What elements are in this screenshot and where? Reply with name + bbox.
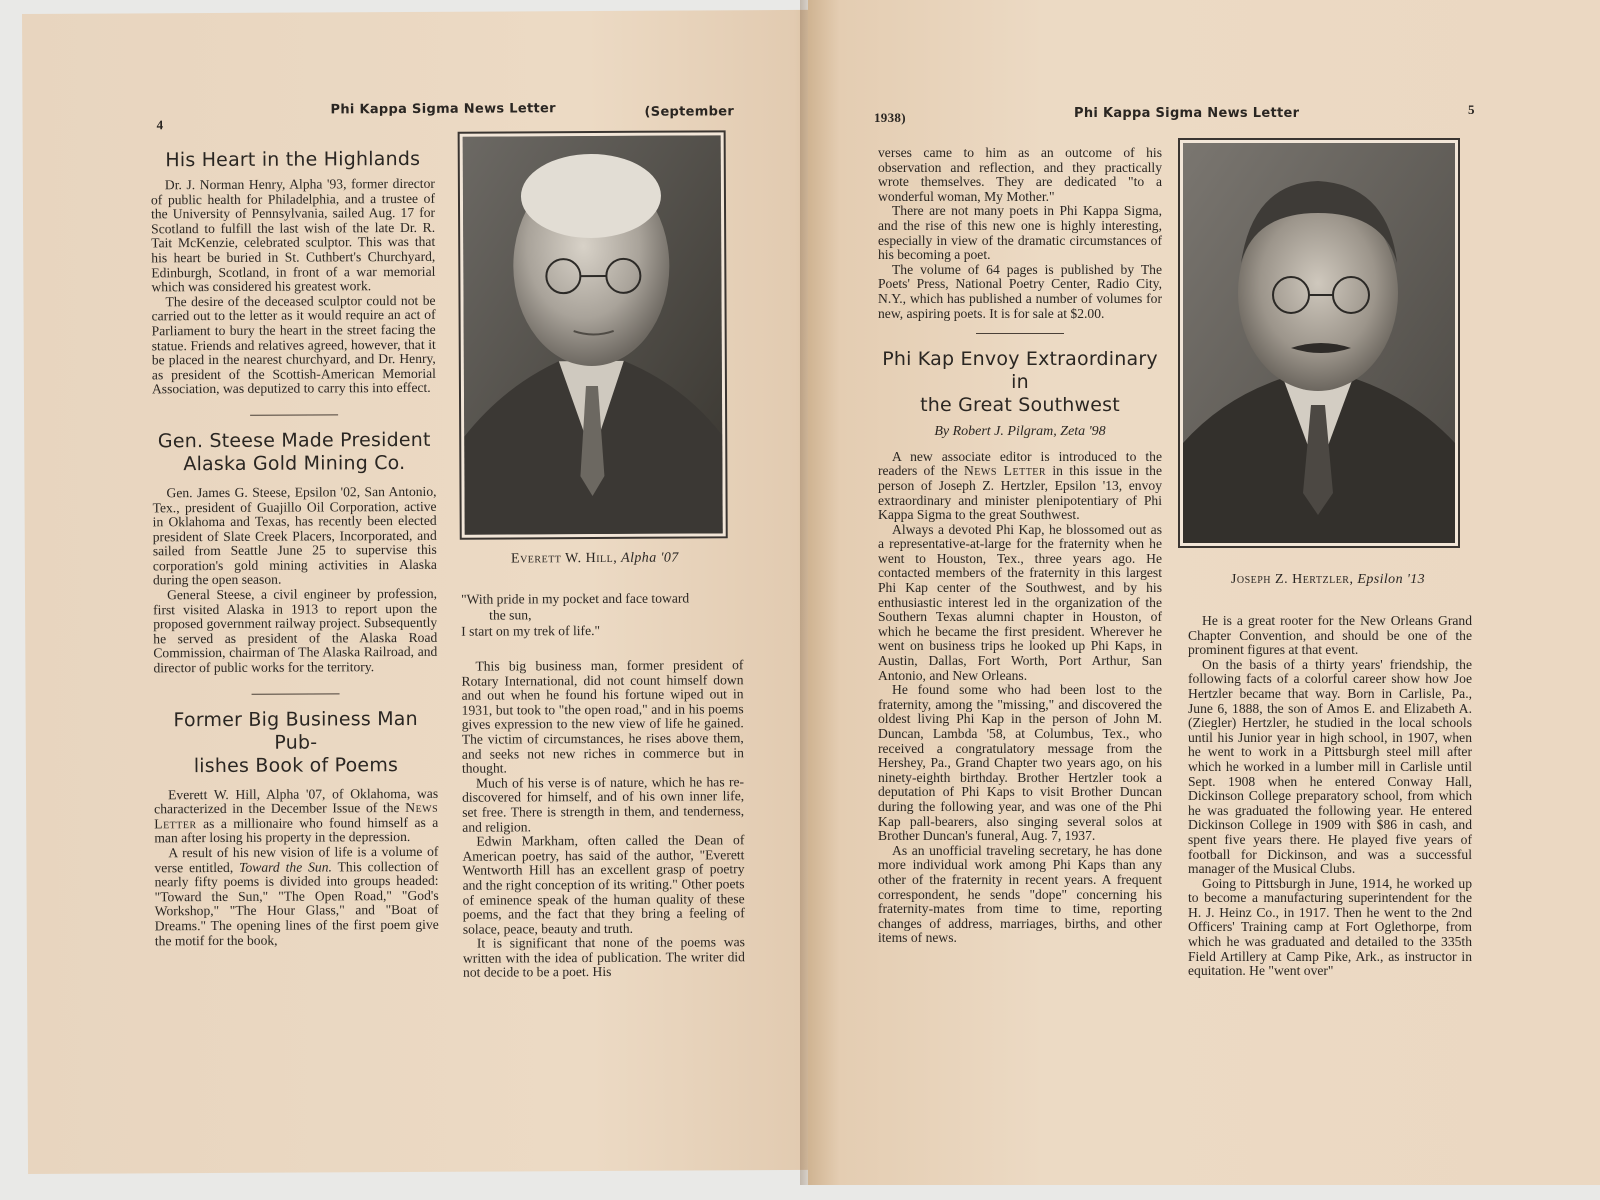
right-column-left-page <box>461 590 745 981</box>
paragraph: Going to Pittsburgh in June, 1914, he worked up to become a manufacturing superintendent for the H. J. Heinz Co., in 1917. Then he went to the 2nd Officers' Training camp at Fort Oglethorpe, from which he was graduated and detailed to the 335th Field Artillery at Camp Pike, Ark., as instructor in equitation. He "went over" <box>1188 875 1472 979</box>
portrait-image <box>1183 143 1455 543</box>
running-date: (September <box>644 104 735 120</box>
paragraph: Dr. J. Norman Henry, Alpha '93, former director of public health for Philadelphia, and a trustee of the University of Pennsylvania, sailed Aug. 17 for Scotland to fulfill the last wish of the late Dr. R. Tait McKenzie, celebrated sculptor. This was that his heart be buried in St. Cuthbert's Churchyard, Edinburgh, Scotland, in front of a war memorial which was considered his greatest work. <box>150 175 436 295</box>
right-page <box>808 0 1600 1185</box>
paragraph: As an unofficial traveling secretary, he has done more individual work among Phi Kaps than any other of the fraternity in recent years. A frequent correspondent, he sends "dope" concerning his fraternity-mates from time to time, reporting changes of address, marriages, births, and other items of news. <box>878 842 1162 946</box>
paragraph: He found some who had been lost to the fraternity, among the "missing," and discovered the oldest living Phi Kap in the person of John M. Duncan, Lambda '58, at Columbus, Tex., who received a congratulatory message from the Hershey, Pa., Grand Chapter two years ago, on his ninety-eighth birthday. Brother Hertzler took a deputation of Phi Kaps to visit Brother Duncan during the following year, and was one of the Phi Kap pall-bearers, also singing several solos at Brother Duncan's funeral, Aug. 7, 1937. <box>878 682 1162 844</box>
portrait-illustration <box>463 135 723 534</box>
right-column-right-page <box>1188 614 1472 979</box>
photo-caption-hertzler: Joseph Z. Hertzler, Epsilon '13 <box>1230 572 1426 587</box>
portrait-image <box>463 135 723 534</box>
paragraph: General Steese, a civil engineer by profession, first visited Alaska in 1913 to report upon the proposed government railway project. Subsequently he served as president of the Alaska Road Commission, chairman of The Alaska Railroad, and director of public works for the territory. <box>153 585 438 676</box>
paragraph: The desire of the deceased sculptor could not be carried out to the letter as it would require an act of Parliament to bury the heart in the street facing the statue. Friends and relatives agreed, however, that it be placed in the nearest churchyard, and Dr. Henry, as president of the Scottish-American Memorial Association, was deputized to carry this into effect. <box>151 292 436 397</box>
paragraph: Always a devoted Phi Kap, he blossomed out as a representative-at-large for the fraternity when he went to Houston, Tex., three years ago. He contacted members of the fraternity in this largest Phi Kap center of the Southwest, and by his enthusiastic interest led in the organization of the Southern Texas alumni chapter in Houston, of which he became the first president. Wherever he went on business trips he looked up Phi Kaps, in Austin, Dallas, Fort Worth, Port Arthur, San Antonio, and New Orleans. <box>878 521 1162 683</box>
left-page <box>22 10 832 1174</box>
paragraph: A result of his new vision of life is a volume of verse entitled, Toward the Sun. This collection of nearly fifty poems is divided into groups headed: "Toward the Sun," "The Open Road," "God's Workshop," "The Hour Glass," and "Boat of Dreams." The opening lines of the first poem give the motif for the book, <box>154 843 439 948</box>
article-title-highlands: His Heart in the Highlands <box>165 147 421 172</box>
paragraph: There are not many poets in Phi Kappa Sigma, and the rise of this new one is highly interesting, especially in view of the dramatic circumstances of his becoming a poet. <box>878 203 1162 263</box>
paragraph: He is a great rooter for the New Orleans Grand Chapter Convention, and should be one of the prominent figures at that event. <box>1188 613 1472 658</box>
paragraph: Gen. James G. Steese, Epsilon '02, San Antonio, Tex., president of Guajillo Oil Corporation, active in Oklahoma and Texas, has recently been elected president of Slate Creek Placers, Incorporated, and sailed from Seattle June 25 to supervise this corporation's gold mining activities in Alaska during the open season. <box>152 483 437 588</box>
paragraph: Much of his verse is of nature, which he has re-discovered for himself, and of his own inner life, set free. There is strength in them, and tenderness, and religion. <box>462 773 745 835</box>
left-column-right-page <box>878 146 1162 946</box>
paragraph: verses came to him as an outcome of his observation and reflection, and they practically wrote themselves. They are dedicated "to a wonderful woman, My Mother." <box>878 145 1162 204</box>
byline: By Robert J. Pilgram, Zeta '98 <box>934 424 1106 440</box>
left-column <box>151 148 439 949</box>
article-title-steese: Gen. Steese Made President Alaska Gold Mining Co. <box>157 428 431 476</box>
paragraph: On the basis of a thirty years' friendship, the following facts of a colorful career show how Joe Hertzler became that way. Born in Carlisle, Pa., June 6, 1888, the son of Amos E. and Elizabeth A. (Ziegler) Hertzler, he studied in the local schools until his Junior year in high school, in 1907, when he went to work in a Pittsburgh steel mill after which he worked in a lumber mill in Carlisle until Sept. 1908 when he entered Conway Hall, Dickinson College preparatory school, from which he was graduated the following year. He entered Dickinson College in 1909 with $86 in cash, and spent five years there. He played five years of football for Dickinson, and was a successful manager of the Musical Clubs. <box>1188 656 1472 877</box>
poem-verse: "With pride in my pocket and face toward the sun, I start on my trek of life." <box>461 590 690 639</box>
paragraph: It is significant that none of the poems was written with the idea of publication. The writer did not decide to be a poet. His <box>462 934 745 981</box>
page-number: 5 <box>1468 102 1475 117</box>
paragraph: The volume of 64 pages is published by The Poets' Press, National Poetry Center, Radio City, N.Y., which has published a number of volumes for new, aspiring poets. It is for sale at $2.00. <box>878 261 1162 321</box>
running-title: Phi Kappa Sigma News Letter <box>330 101 556 118</box>
running-title: Phi Kappa Sigma News Letter <box>1074 106 1300 121</box>
paragraph: Everett W. Hill, Alpha '07, of Oklahoma, was characterized in the December Issue of the News Letter as a millionaire who found himself as a man after losing his property in the depression. <box>154 785 439 846</box>
paragraph: This big business man, former president of Rotary International, did not count himself down and out when he found his fortune wiped out in 1931, but took to "the open road," and in his poems gives expression to the new view of life he gained. The victim of circumstances, he rises above them, and seeks not new riches in commerce but in thought. <box>461 657 744 776</box>
article-title-envoy: Phi Kap Envoy Extraordinary in the Great Southwest <box>882 348 1158 417</box>
page-number: 4 <box>156 117 164 133</box>
portrait-photo-hill <box>458 130 728 539</box>
running-date: 1938) <box>874 110 906 125</box>
portrait-photo-hertzler <box>1178 138 1460 548</box>
paragraph: A new associate editor is introduced to the readers of the News Letter in this issue in the person of Joseph Z. Hertzler, Epsilon '13, envoy extraordinary and minister plenipotentiary of Phi Kappa Sigma to the great Southwest. <box>878 448 1163 523</box>
portrait-illustration <box>1183 143 1455 543</box>
paragraph: Edwin Markham, often called the Dean of American poetry, has said of the author, "Everett Wentworth Hill has an excellent grasp of poetry and the right conception of its writing." Other poets of eminence speak of the human quality of these poems, and the fact that they bring a feeling of solace, peace, beauty and truth. <box>462 832 745 937</box>
photo-caption-hill: Everett W. Hill, Alpha '07 <box>510 550 679 567</box>
article-title-poems: Former Big Business Man Pub- lishes Book of Poems <box>173 707 418 777</box>
